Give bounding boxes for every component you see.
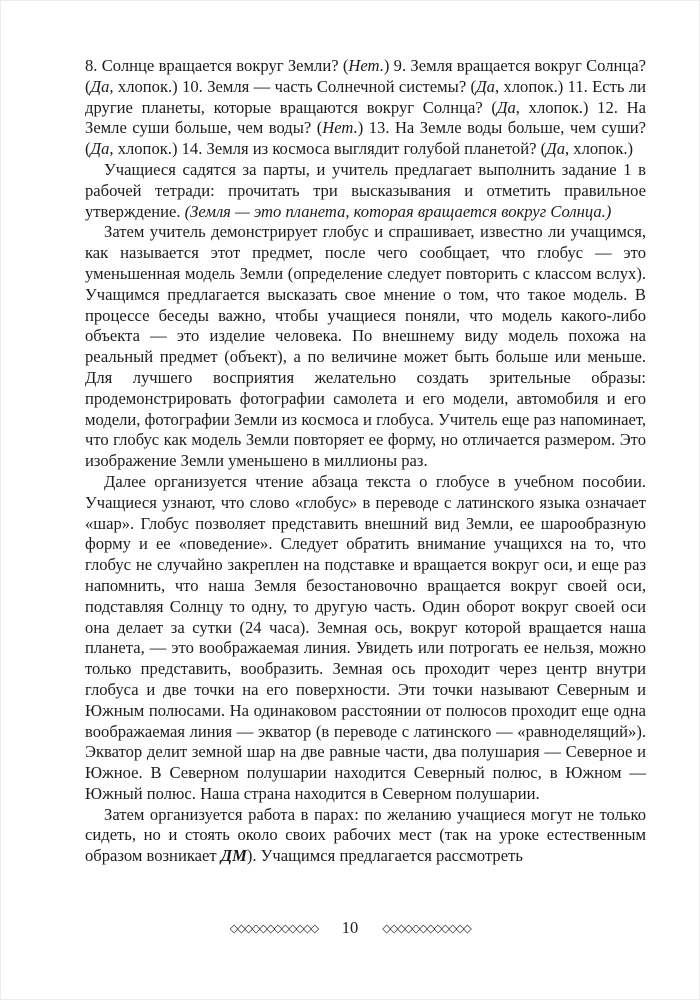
text-run-italic: Нет. bbox=[348, 56, 384, 75]
text-run: Учащиеся садятся за парты, и учитель предлагает выполнить задание 1 в рабочей тетради: прочитать три высказывания и отметить правильное утверждение. bbox=[85, 159, 646, 221]
paragraph bbox=[85, 56, 646, 160]
text-run: 8. Солнце вращается вокруг Земли? ( bbox=[85, 56, 349, 75]
page-text bbox=[85, 56, 646, 867]
text-run: , хлопок.) bbox=[565, 139, 634, 159]
paragraph bbox=[85, 805, 646, 867]
text-run: ). Учащимся предлагается рассмотреть bbox=[246, 846, 523, 866]
text-run: , хлопок.) 14. Земля из космоса выглядит голубой планетой? ( bbox=[109, 139, 547, 159]
text-run-italic: Да bbox=[476, 76, 495, 96]
paragraph bbox=[85, 222, 646, 472]
page-number: 10 bbox=[341, 918, 359, 937]
text-run-italic: Да bbox=[90, 139, 110, 159]
text-run: ) 13. На Земле воды больше, чем суши? ( bbox=[85, 118, 647, 159]
text-run-bold-italic: ДМ bbox=[220, 846, 247, 866]
text-run-italic: Нет. bbox=[322, 118, 358, 138]
text-run: Затем организуется работа в парах: по желанию учащиеся могут не только сидеть, но и стоять около своих рабочих мест (так на уроке естественным образом возникает bbox=[85, 804, 646, 866]
text-run-italic: Да bbox=[90, 76, 110, 96]
text-run-italic: Да bbox=[546, 139, 565, 159]
page-footer bbox=[0, 920, 700, 937]
text-run: , хлопок.) 10. Земля — часть Солнечной системы? ( bbox=[109, 76, 477, 96]
text-run-italic: Да bbox=[496, 97, 516, 117]
paragraph bbox=[85, 160, 646, 222]
text-run: Далее организуется чтение абзаца текста о глобусе в учебном пособии. Учащиеся узнают, что слово «глобус» в переводе с латинского языка означает «шар». Глобус позволяет представить внешний вид Земли, ее шарообразную форму и ее «поведение». Следует обратить внимание учащихся на то, что глобус не случайно закреплен на подставке и вращается вокруг оси, и еще раз напомнить, что наша Земля безостановочно вращается вокруг своей оси, подставляя Солнцу то одну, то другую часть. Один оборот вокруг своей оси она делает за сутки (24 часа). Земная ось, вокруг которой вращается наша планета, — это воображаемая линия. Увидеть или потрогать ее нельзя, можно только представить, вообразить. Земная ось проходит через центр внутри глобуса и две точки на его поверхности. Эти точки называют Северным и Южным полюсами. На одинаковом расстоянии от полюсов проходит еще одна воображаемая линия — экватор (в переводе с латинского — «равноделящий»). Экватор делит земной шар на две равные части, два полушария — Северное и Южное. В Северном полушарии находится Северный полюс, в Южном — Южный полюс. Наша страна находится в Северном полушарии. bbox=[85, 471, 646, 803]
text-run-italic: (Земля — это планета, которая вращается вокруг Солнца.) bbox=[184, 201, 612, 221]
text-run: , хлопок.) 11. Есть ли другие планеты, которые вращаются вокруг Солнца? ( bbox=[85, 76, 646, 117]
paragraph bbox=[85, 472, 646, 805]
text-run: ) 9. Земля вращается вокруг Солнца? ( bbox=[85, 56, 646, 96]
diamond-ornament-right: ◇◇◇◇◇◇◇◇◇◇◇◇ bbox=[382, 920, 471, 935]
diamond-ornament-left: ◇◇◇◇◇◇◇◇◇◇◇◇ bbox=[229, 920, 318, 935]
text-run: , хлопок.) 12. На Земле суши больше, чем воды? ( bbox=[85, 97, 646, 138]
text-run: Затем учитель демонстрирует глобус и спрашивает, известно ли учащимся, как называется этот предмет, после чего сообщает, что глобус — это уменьшенная модель Земли (определение следует повторить с классом вслух). Учащимся предлагается высказать свое мнение о том, что такое модель. В процессе беседы важно, чтобы учащиеся поняли, что модель какого-либо объекта — это изделие человека. По внешнему виду модель похожа на реальный предмет (объект), а по величине может быть больше или меньше. Для лучшего восприятия желательно создать зрительные образы: продемонстрировать фотографии самолета и его модели, автомобиля и его модели, фотографии Земли из космоса и глобуса. Учитель еще раз напоминает, что глобус как модель Земли повторяет ее форму, но отличается размером. Это изображение Земли уменьшено в миллионы раз. bbox=[85, 222, 646, 471]
